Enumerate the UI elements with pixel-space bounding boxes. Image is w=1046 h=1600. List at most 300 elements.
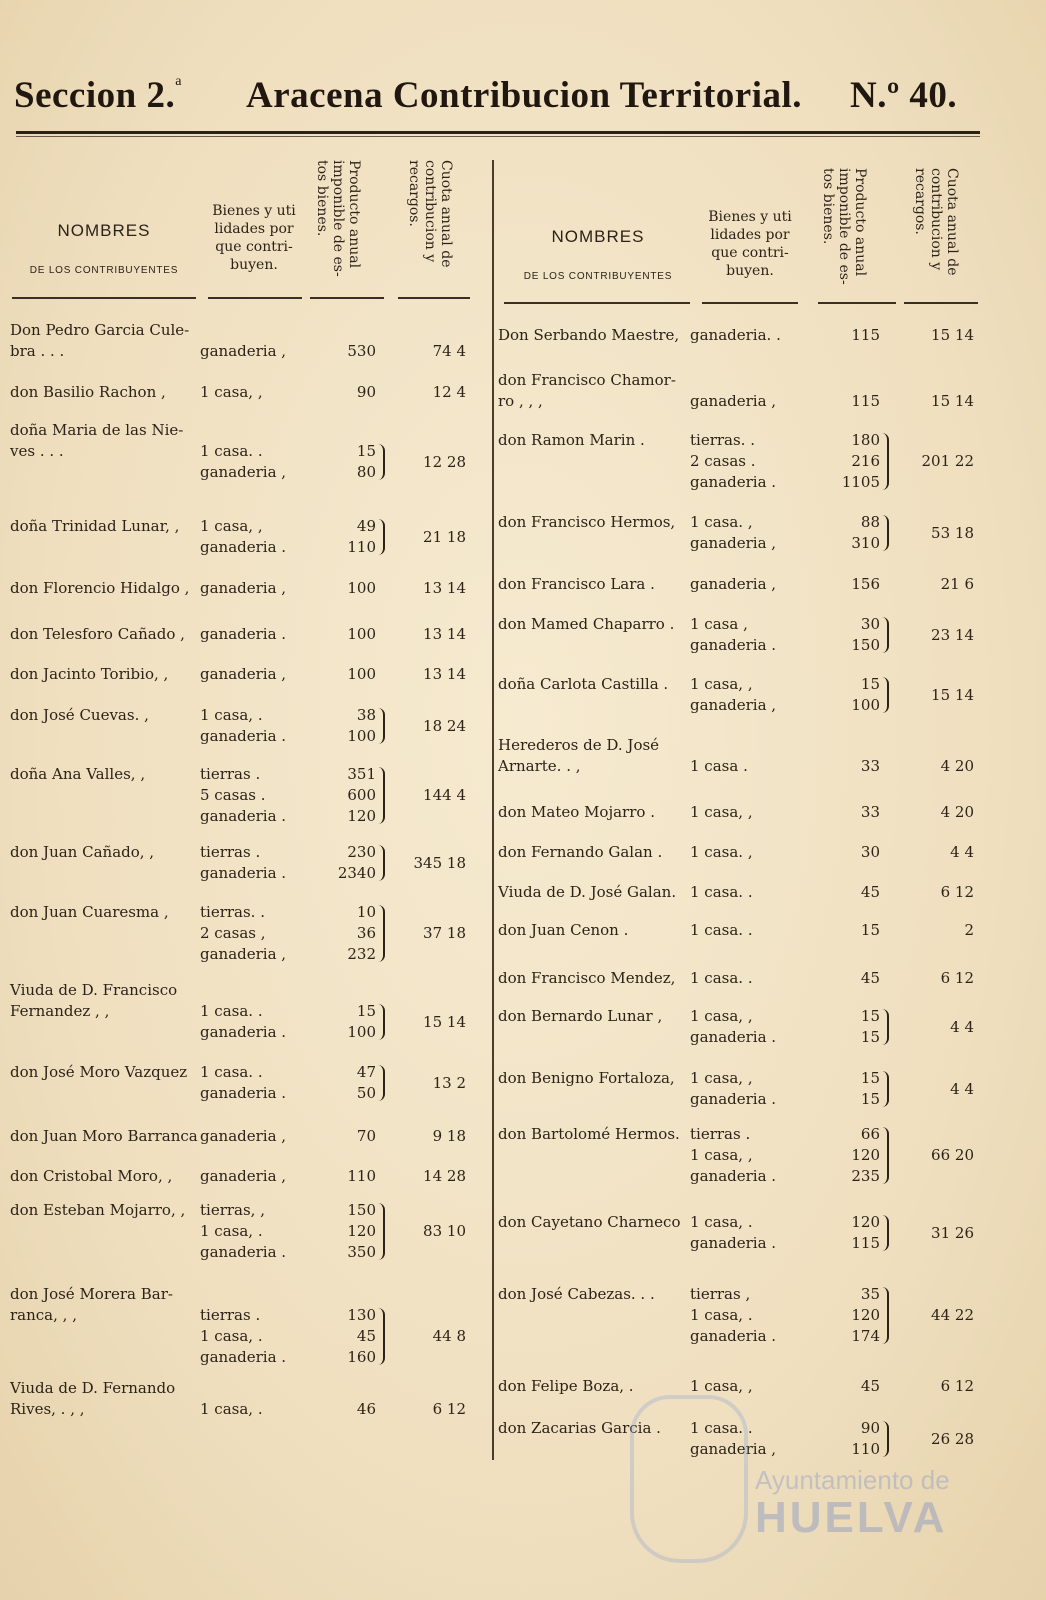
contributor-name bbox=[498, 370, 676, 412]
product-value: 120 bbox=[347, 1222, 376, 1240]
annual-quota: 12 4 bbox=[432, 383, 466, 401]
property-line: tierras , bbox=[690, 1285, 751, 1303]
section-label: Seccion 2.$^a$ bbox=[14, 74, 182, 116]
product-value: 120 bbox=[851, 1213, 880, 1231]
header-line: Producto anual bbox=[346, 160, 362, 269]
contributor-name bbox=[498, 674, 668, 695]
property-items bbox=[690, 1284, 776, 1347]
header-line: tos bienes. bbox=[820, 168, 836, 245]
annual-quota: 53 18 bbox=[931, 523, 974, 542]
taxable-product bbox=[820, 1006, 880, 1048]
page-header bbox=[14, 74, 984, 128]
name-line: don Basilio Rachon , bbox=[10, 383, 166, 401]
taxable-product bbox=[820, 920, 880, 941]
property-items bbox=[690, 430, 776, 493]
property-items bbox=[200, 1200, 286, 1263]
property-line: ganaderia , bbox=[200, 1167, 287, 1185]
brace-icon bbox=[378, 1308, 385, 1365]
property-items bbox=[690, 802, 753, 823]
property-line: 1 casa. . bbox=[690, 921, 753, 939]
product-value: 15 bbox=[356, 1002, 376, 1020]
contributor-name bbox=[10, 320, 189, 362]
header-line: Cuota anual de bbox=[438, 160, 454, 268]
name-line: Rives, . , , bbox=[10, 1400, 85, 1418]
header-line: que contri- bbox=[711, 245, 789, 261]
property-line: 1 casa, , bbox=[690, 1007, 753, 1025]
name-line: don Francisco Lara . bbox=[498, 575, 655, 593]
product-value: 45 bbox=[860, 1377, 880, 1395]
property-line: ganaderia , bbox=[690, 392, 777, 410]
property-line: ganaderia . bbox=[200, 1084, 287, 1102]
product-value: 46 bbox=[356, 1400, 376, 1418]
product-value: 15 bbox=[860, 1069, 880, 1087]
taxable-product bbox=[820, 756, 880, 777]
contributor-name bbox=[10, 980, 177, 1022]
property-items bbox=[200, 764, 286, 827]
property-line: ganaderia . bbox=[200, 807, 287, 825]
annual-quota: 74 4 bbox=[432, 342, 466, 360]
name-line: Arnarte. . , bbox=[498, 757, 581, 775]
name-line: Viuda de D. José Galan. bbox=[498, 883, 677, 901]
name-line: don Juan Cuaresma , bbox=[10, 903, 169, 921]
product-value: 30 bbox=[860, 843, 880, 861]
name-line: don Mamed Chaparro . bbox=[498, 615, 675, 633]
annual-quota: 6 12 bbox=[940, 883, 974, 901]
contributor-name bbox=[498, 574, 655, 595]
property-items bbox=[690, 574, 776, 595]
property-line: ganaderia . bbox=[200, 864, 287, 882]
name-line: ro , , , bbox=[498, 392, 543, 410]
header-rule bbox=[16, 131, 980, 134]
product-value: 35 bbox=[860, 1285, 880, 1303]
property-line: 1 casa, . bbox=[200, 1222, 263, 1240]
taxable-product bbox=[820, 391, 880, 412]
brace-icon bbox=[378, 767, 385, 824]
product-value: 90 bbox=[356, 383, 376, 401]
name-line: don José Cuevas. , bbox=[10, 706, 149, 724]
property-line: ganaderia , bbox=[690, 1440, 777, 1458]
product-value: 30 bbox=[860, 615, 880, 633]
name-line: ves . . . bbox=[10, 442, 64, 460]
taxable-product bbox=[316, 1001, 376, 1043]
product-value: 100 bbox=[347, 625, 376, 643]
property-line: tierras . bbox=[200, 1306, 261, 1324]
product-value: 1105 bbox=[841, 473, 880, 491]
header-line: buyen. bbox=[726, 263, 774, 279]
annual-quota: 37 18 bbox=[423, 924, 466, 942]
right-bienes-header bbox=[700, 208, 800, 280]
name-line: don Juan Cenon . bbox=[498, 921, 629, 939]
property-line: 1 casa, . bbox=[690, 1213, 753, 1231]
product-value: 80 bbox=[356, 463, 376, 481]
taxable-product bbox=[820, 614, 880, 656]
left-producto-header bbox=[314, 160, 362, 290]
product-value: 600 bbox=[347, 786, 376, 804]
contributor-name bbox=[10, 705, 149, 726]
name-line: don Cristobal Moro, , bbox=[10, 1167, 173, 1185]
property-line: 1 casa. . bbox=[690, 1419, 753, 1437]
taxable-product bbox=[316, 1305, 376, 1368]
name-line: don Florencio Hidalgo , bbox=[10, 579, 190, 597]
taxable-product bbox=[820, 1418, 880, 1460]
taxable-product bbox=[820, 512, 880, 554]
product-value: 100 bbox=[347, 579, 376, 597]
property-line: ganaderia . bbox=[690, 1028, 777, 1046]
name-line: don Juan Cañado, , bbox=[10, 843, 155, 861]
property-line: ganaderia . bbox=[690, 1090, 777, 1108]
taxable-product bbox=[316, 441, 376, 483]
header-line: imponible de es- bbox=[836, 168, 852, 285]
annual-quota: 6 12 bbox=[432, 1400, 466, 1418]
property-items bbox=[200, 1001, 286, 1043]
taxable-product bbox=[316, 1399, 376, 1420]
contributor-name bbox=[498, 882, 676, 903]
property-line: 1 casa, , bbox=[200, 517, 263, 535]
contributor-name bbox=[498, 1068, 675, 1089]
property-line: tierras . bbox=[200, 843, 261, 861]
product-value: 47 bbox=[356, 1063, 376, 1081]
name-line: don Esteban Mojarro, , bbox=[10, 1201, 186, 1219]
property-items bbox=[690, 842, 753, 863]
property-line: ganaderia , bbox=[200, 463, 287, 481]
annual-quota: 144 4 bbox=[423, 786, 466, 804]
property-line: ganaderia. . bbox=[690, 326, 781, 344]
property-items bbox=[200, 441, 286, 483]
brace-icon bbox=[378, 444, 385, 480]
product-value: 33 bbox=[860, 803, 880, 821]
product-value: 235 bbox=[851, 1167, 880, 1185]
annual-quota: 345 18 bbox=[413, 853, 466, 872]
property-items bbox=[690, 674, 776, 716]
taxable-product bbox=[820, 842, 880, 863]
watermark-line2: HUELVA bbox=[755, 1493, 948, 1542]
contributor-name bbox=[10, 624, 185, 645]
product-value: 100 bbox=[851, 696, 880, 714]
property-line: 1 casa, , bbox=[690, 1377, 753, 1395]
product-value: 33 bbox=[860, 757, 880, 775]
property-items bbox=[690, 1212, 776, 1254]
contributor-name bbox=[498, 735, 659, 777]
brace-icon bbox=[378, 519, 385, 555]
property-line: ganaderia , bbox=[690, 575, 777, 593]
annual-quota: 44 8 bbox=[432, 1327, 466, 1345]
property-items bbox=[200, 341, 286, 362]
taxable-product bbox=[316, 842, 376, 884]
contributor-name bbox=[10, 420, 183, 462]
property-items bbox=[690, 391, 776, 412]
property-items bbox=[200, 705, 286, 747]
property-line: tierras . bbox=[200, 765, 261, 783]
contributor-name bbox=[10, 1166, 172, 1187]
product-value: 115 bbox=[851, 1234, 880, 1252]
annual-quota: 83 10 bbox=[423, 1222, 466, 1240]
property-line: 1 casa. . bbox=[690, 883, 753, 901]
contributor-name bbox=[498, 920, 628, 941]
property-items bbox=[200, 1399, 263, 1420]
taxable-product bbox=[820, 882, 880, 903]
header-line: Cuota anual de bbox=[944, 168, 960, 276]
name-line: Viuda de D. Fernando bbox=[10, 1379, 176, 1397]
product-value: 310 bbox=[851, 534, 880, 552]
taxable-product bbox=[316, 902, 376, 965]
property-line: ganaderia . bbox=[200, 538, 287, 556]
product-value: 115 bbox=[851, 392, 880, 410]
property-line: 1 casa. , bbox=[690, 843, 753, 861]
property-line: ganaderia . bbox=[690, 1234, 777, 1252]
property-items bbox=[200, 1305, 286, 1368]
product-value: 150 bbox=[851, 636, 880, 654]
taxable-product bbox=[316, 382, 376, 403]
annual-quota: 13 14 bbox=[423, 579, 466, 597]
name-line: don Jacinto Toribio, , bbox=[10, 665, 169, 683]
brace-icon bbox=[882, 1071, 889, 1107]
taxable-product bbox=[820, 574, 880, 595]
name-line: don Francisco Mendez, bbox=[498, 969, 676, 987]
taxable-product bbox=[820, 1376, 880, 1397]
contributor-name bbox=[498, 1124, 680, 1145]
property-line: 1 casa. , bbox=[690, 513, 753, 531]
right-producto-header bbox=[820, 168, 868, 298]
header-line: lidades por bbox=[214, 221, 294, 237]
contributor-name bbox=[10, 664, 168, 685]
property-items bbox=[200, 578, 286, 599]
contributor-name bbox=[498, 325, 679, 346]
property-line: 1 casa, . bbox=[200, 1327, 263, 1345]
product-value: 15 bbox=[356, 442, 376, 460]
property-line: 2 casas . bbox=[690, 452, 756, 470]
contributor-name bbox=[10, 382, 166, 403]
product-value: 66 bbox=[860, 1125, 880, 1143]
property-line: 1 casa , bbox=[690, 615, 748, 633]
property-line: ganaderia . bbox=[200, 1023, 287, 1041]
property-items bbox=[690, 614, 776, 656]
contributor-name bbox=[10, 764, 145, 785]
property-line: ganaderia . bbox=[690, 636, 777, 654]
property-items bbox=[690, 1376, 753, 1397]
property-line: 5 casas . bbox=[200, 786, 266, 804]
product-value: 100 bbox=[347, 1023, 376, 1041]
contributor-name bbox=[498, 1212, 680, 1233]
product-value: 15 bbox=[860, 1090, 880, 1108]
product-value: 156 bbox=[851, 575, 880, 593]
name-line: doña Ana Valles, , bbox=[10, 765, 146, 783]
property-line: 2 casas , bbox=[200, 924, 266, 942]
contributor-name bbox=[10, 1378, 175, 1420]
product-value: 45 bbox=[860, 969, 880, 987]
product-value: 70 bbox=[356, 1127, 376, 1145]
property-line: 1 casa. . bbox=[200, 442, 263, 460]
name-line: Fernandez , , bbox=[10, 1002, 110, 1020]
brace-icon bbox=[378, 845, 385, 881]
product-value: 351 bbox=[347, 765, 376, 783]
header-line: Bienes y uti bbox=[708, 209, 792, 225]
annual-quota: 4 20 bbox=[940, 757, 974, 775]
property-items bbox=[200, 516, 286, 558]
taxable-product bbox=[820, 1284, 880, 1347]
contributor-name bbox=[10, 516, 179, 537]
header-line: imponible de es- bbox=[330, 160, 346, 277]
property-items bbox=[690, 920, 753, 941]
property-line: 1 casa. . bbox=[200, 1002, 263, 1020]
product-value: 150 bbox=[347, 1201, 376, 1219]
contributor-name bbox=[10, 1126, 198, 1147]
property-line: 1 casa . bbox=[690, 757, 748, 775]
name-line: Herederos de D. José bbox=[498, 736, 660, 754]
product-value: 160 bbox=[347, 1348, 376, 1366]
annual-quota: 26 28 bbox=[931, 1429, 974, 1448]
name-line: don José Morera Bar- bbox=[10, 1285, 173, 1303]
name-line: Don Serbando Maestre, bbox=[498, 326, 680, 344]
annual-quota: 6 12 bbox=[940, 1377, 974, 1395]
name-line: don Telesforo Cañado , bbox=[10, 625, 185, 643]
property-items bbox=[200, 1166, 286, 1187]
product-value: 38 bbox=[356, 706, 376, 724]
product-value: 15 bbox=[860, 1028, 880, 1046]
brace-icon bbox=[378, 1065, 385, 1101]
brace-icon bbox=[378, 905, 385, 962]
header-line: recargos. bbox=[912, 168, 928, 235]
annual-quota: 44 22 bbox=[931, 1306, 974, 1324]
taxable-product bbox=[316, 516, 376, 558]
annual-quota: 4 4 bbox=[950, 1017, 974, 1036]
product-value: 110 bbox=[851, 1440, 880, 1458]
property-items bbox=[200, 1126, 286, 1147]
annual-quota: 31 26 bbox=[931, 1223, 974, 1242]
document-title: Aracena Contribucion Territorial. bbox=[246, 75, 803, 116]
annual-quota: 12 28 bbox=[423, 452, 466, 471]
annual-quota: 9 18 bbox=[432, 1127, 466, 1145]
contributor-name bbox=[498, 1284, 655, 1305]
left-nombres-header: NOMBRES DE LOS CONTRIBUYENTES bbox=[29, 221, 179, 276]
taxable-product bbox=[820, 325, 880, 346]
contributor-name bbox=[10, 1200, 185, 1221]
contributor-name bbox=[10, 578, 189, 599]
annual-quota: 6 12 bbox=[940, 969, 974, 987]
contributor-name bbox=[498, 1006, 662, 1027]
right-nombres-header: NOMBRES DE LOS CONTRIBUYENTES bbox=[523, 227, 673, 282]
contributor-name bbox=[498, 1376, 634, 1397]
name-line: don Mateo Mojarro . bbox=[498, 803, 655, 821]
contributor-name bbox=[498, 430, 645, 451]
annual-quota: 13 14 bbox=[423, 625, 466, 643]
name-line: don Zacarias Garcia . bbox=[498, 1419, 661, 1437]
product-value: 45 bbox=[860, 883, 880, 901]
product-value: 232 bbox=[347, 945, 376, 963]
property-items bbox=[690, 1124, 776, 1187]
brace-icon bbox=[882, 1009, 889, 1045]
name-line: Don Pedro Garcia Cule- bbox=[10, 321, 190, 339]
name-line: don Bernardo Lunar , bbox=[498, 1007, 663, 1025]
taxable-product bbox=[820, 1124, 880, 1187]
header-line: contribucion y bbox=[422, 160, 438, 263]
name-line: don Bartolomé Hermos. bbox=[498, 1125, 680, 1143]
taxable-product bbox=[820, 674, 880, 716]
product-value: 36 bbox=[356, 924, 376, 942]
property-line: 1 casa, , bbox=[200, 383, 263, 401]
property-items bbox=[200, 1062, 286, 1104]
product-value: 110 bbox=[347, 538, 376, 556]
property-items bbox=[690, 512, 776, 554]
name-line: ranca, , , bbox=[10, 1306, 77, 1324]
name-line: don Francisco Hermos, bbox=[498, 513, 676, 531]
header-rule-thin bbox=[16, 136, 980, 137]
property-line: 1 casa. . bbox=[200, 1063, 263, 1081]
annual-quota: 21 18 bbox=[423, 527, 466, 546]
annual-quota: 4 20 bbox=[940, 803, 974, 821]
property-line: tierras . bbox=[690, 1125, 751, 1143]
taxable-product bbox=[820, 430, 880, 493]
property-line: ganaderia . bbox=[690, 473, 777, 491]
property-items bbox=[690, 1068, 776, 1110]
contributor-name bbox=[498, 614, 674, 635]
product-value: 120 bbox=[347, 807, 376, 825]
watermark-crest-icon bbox=[630, 1395, 748, 1563]
brace-icon bbox=[882, 1215, 889, 1251]
brace-icon bbox=[882, 1287, 889, 1344]
product-value: 15 bbox=[860, 1007, 880, 1025]
taxable-product bbox=[820, 1212, 880, 1254]
product-value: 10 bbox=[356, 903, 376, 921]
brace-icon bbox=[378, 1203, 385, 1260]
header-line: buyen. bbox=[230, 257, 278, 273]
brace-icon bbox=[882, 1421, 889, 1457]
property-line: ganaderia , bbox=[200, 342, 287, 360]
property-line: ganaderia , bbox=[200, 579, 287, 597]
annual-quota: 66 20 bbox=[931, 1146, 974, 1164]
property-line: 1 casa, . bbox=[200, 1400, 263, 1418]
taxable-product bbox=[316, 341, 376, 362]
brace-icon bbox=[882, 1127, 889, 1184]
annual-quota: 201 22 bbox=[921, 452, 974, 470]
taxable-product bbox=[316, 1166, 376, 1187]
property-line: tierras. . bbox=[200, 903, 265, 921]
property-line: tierras, , bbox=[200, 1201, 265, 1219]
product-value: 15 bbox=[860, 675, 880, 693]
name-line: don Benigno Fortaloza, bbox=[498, 1069, 675, 1087]
property-line: ganaderia , bbox=[200, 945, 287, 963]
header-line: recargos. bbox=[406, 160, 422, 227]
header-line: Producto anual bbox=[852, 168, 868, 277]
name-line: don José Moro Vazquez bbox=[10, 1063, 188, 1081]
property-line: ganaderia . bbox=[200, 625, 287, 643]
property-line: 1 casa, , bbox=[690, 1069, 753, 1087]
contributor-name bbox=[10, 1284, 173, 1326]
annual-quota: 15 14 bbox=[931, 392, 974, 410]
property-line: ganaderia , bbox=[690, 534, 777, 552]
header-line: que contri- bbox=[215, 239, 293, 255]
property-items bbox=[200, 902, 286, 965]
product-value: 120 bbox=[851, 1146, 880, 1164]
annual-quota: 18 24 bbox=[423, 716, 466, 735]
property-line: ganaderia . bbox=[200, 1348, 287, 1366]
property-line: ganaderia , bbox=[200, 665, 287, 683]
annual-quota: 4 4 bbox=[950, 843, 974, 861]
property-line: ganaderia . bbox=[200, 727, 287, 745]
product-value: 90 bbox=[860, 1419, 880, 1437]
product-value: 350 bbox=[347, 1243, 376, 1261]
property-line: 1 casa, . bbox=[690, 1306, 753, 1324]
name-line: doña Carlota Castilla . bbox=[498, 675, 669, 693]
property-items bbox=[690, 882, 753, 903]
property-line: 1 casa, , bbox=[690, 803, 753, 821]
taxable-product bbox=[316, 1126, 376, 1147]
brace-icon bbox=[882, 433, 889, 490]
annual-quota: 13 14 bbox=[423, 665, 466, 683]
document-number: N.º 40. bbox=[850, 75, 958, 116]
taxable-product bbox=[316, 705, 376, 747]
name-line: Viuda de D. Francisco bbox=[10, 981, 178, 999]
product-value: 130 bbox=[347, 1306, 376, 1324]
